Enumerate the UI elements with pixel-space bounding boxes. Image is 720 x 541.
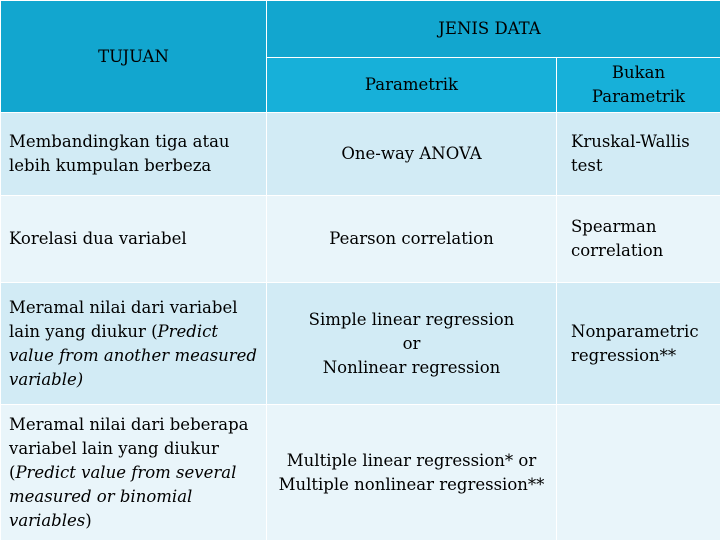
- row4-tujuan: [1, 405, 267, 541]
- row4-bukan: [557, 405, 720, 541]
- header-parametrik: [267, 58, 557, 113]
- row4-tujuan-line5a: variables: [9, 511, 85, 530]
- row3-tujuan: [1, 283, 267, 405]
- row4-tujuan-line3a: (: [9, 463, 15, 482]
- row4-parametrik-line2: Multiple nonlinear regression**: [279, 475, 545, 494]
- row3-parametrik-line2: or: [403, 334, 421, 353]
- row2-tujuan-line1: Korelasi dua variabel: [9, 229, 187, 248]
- row3-tujuan-line4: variable): [9, 370, 83, 389]
- row2-parametrik-text: Pearson correlation: [329, 229, 493, 248]
- header-tujuan: [1, 1, 267, 113]
- row3-tujuan-line1: Meramal nilai dari variabel: [9, 298, 238, 317]
- table-row: [1, 196, 720, 283]
- row1-tujuan-line1: Membandingkan tiga atau: [9, 132, 230, 151]
- header-jenis-data: [267, 1, 720, 58]
- row4-parametrik: [267, 405, 557, 541]
- row4-tujuan-line5b: ): [85, 511, 91, 530]
- header-tujuan-text: TUJUAN: [98, 47, 169, 66]
- row2-parametrik: [267, 196, 557, 283]
- row1-bukan-line1: Kruskal-Wallis: [571, 132, 690, 151]
- row3-bukan: [557, 283, 720, 405]
- header-bukan-line2: Parametrik: [592, 87, 685, 106]
- row3-tujuan-line3: value from another measured: [9, 346, 257, 365]
- row4-tujuan-line4: measured or binomial: [9, 487, 192, 506]
- row3-bukan-line2: regression**: [571, 346, 676, 365]
- row1-parametrik: [267, 113, 557, 196]
- table-row: [1, 283, 720, 405]
- table-row: [1, 405, 720, 541]
- row2-bukan-line2: correlation: [571, 241, 663, 260]
- row1-bukan-line2: test: [571, 156, 603, 175]
- row1-bukan: [557, 113, 720, 196]
- row3-bukan-line1: Nonparametric: [571, 322, 699, 341]
- row4-tujuan-line3b: Predict value from several: [15, 463, 236, 482]
- row2-bukan: [557, 196, 720, 283]
- header-bukan-line1: Bukan: [612, 63, 665, 82]
- row4-parametrik-line1: Multiple linear regression* or: [287, 451, 536, 470]
- header-bukan-parametrik: [557, 58, 720, 113]
- row3-tujuan-line2a: lain yang diukur (: [9, 322, 158, 341]
- row3-parametrik: [267, 283, 557, 405]
- row4-tujuan-line2: variabel lain yang diukur: [9, 439, 219, 458]
- row2-tujuan: [1, 196, 267, 283]
- header-jenis-data-text: JENIS DATA: [438, 19, 540, 38]
- header-parametrik-text: Parametrik: [365, 75, 458, 94]
- row1-parametrik-text: One-way ANOVA: [341, 144, 481, 163]
- table-row: [1, 113, 720, 196]
- row1-tujuan-line2: lebih kumpulan berbeza: [9, 156, 211, 175]
- row1-tujuan: [1, 113, 267, 196]
- row2-bukan-line1: Spearman: [571, 217, 656, 236]
- row3-parametrik-line3: Nonlinear regression: [323, 358, 501, 377]
- row3-tujuan-line2b: Predict: [158, 322, 218, 341]
- row4-tujuan-line1: Meramal nilai dari beberapa: [9, 415, 249, 434]
- row3-parametrik-line1: Simple linear regression: [309, 310, 515, 329]
